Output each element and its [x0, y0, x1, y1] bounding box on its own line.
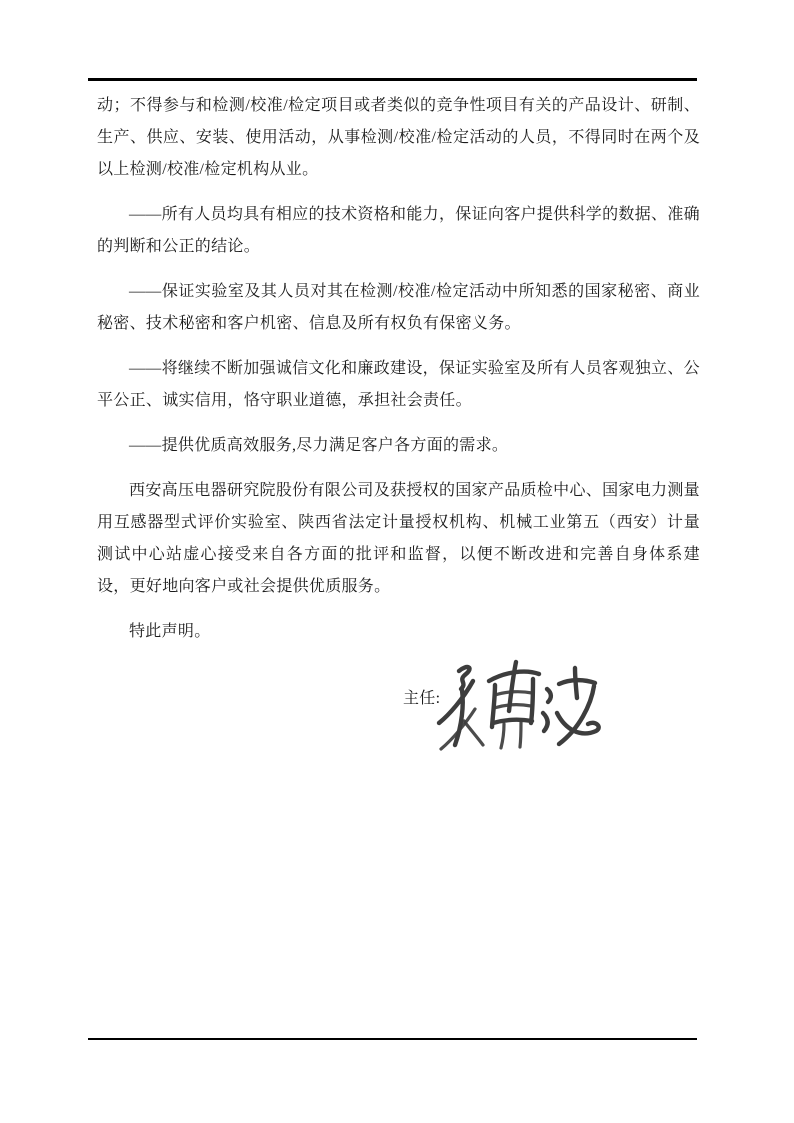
body-paragraph: ——将继续不断加强诚信文化和廉政建设，保证实验室及所有人员客观独立、公平公正、诚实信用，恪守职业道德，承担社会责任。 [97, 360, 700, 409]
director-label: 主任: [403, 690, 441, 707]
body-paragraph: ——保证实验室及其人员对其在检测/校准/检定活动中所知悉的国家秘密、商业秘密、技术秘密和客户机密、信息及所有权负有保密义务。 [97, 283, 700, 332]
handwritten-signature [435, 657, 605, 765]
header-rule [88, 78, 697, 81]
footer-rule [88, 1038, 697, 1040]
signoff-row [97, 661, 700, 776]
body-paragraph: 动；不得参与和检测/校准/检定项目或者类似的竞争性项目有关的产品设计、研制、生产、供应、安装、使用活动，从事检测/校准/检定活动的人员，不得同时在两个及以上检测/校准/检定机构从业。 [97, 97, 700, 178]
body-paragraph: ——提供优质高效服务,尽力满足客户各方面的需求。 [129, 437, 509, 454]
document-body [97, 82, 700, 776]
body-paragraph: 西安高压电器研究院股份有限公司及获授权的国家产品质检中心、国家电力测量用互感器型式评价实验室、陕西省法定计量授权机构、机械工业第五（西安）计量测试中心站虚心接受来自各方面的批评和监督，以便不断改进和完善自身体系建设，更好地向客户或社会提供优质服务。 [97, 482, 700, 595]
body-paragraph: 特此声明。 [129, 623, 211, 640]
body-paragraph: ——所有人员均具有相应的技术资格和能力，保证向客户提供科学的数据、准确的判断和公正的结论。 [97, 206, 700, 255]
